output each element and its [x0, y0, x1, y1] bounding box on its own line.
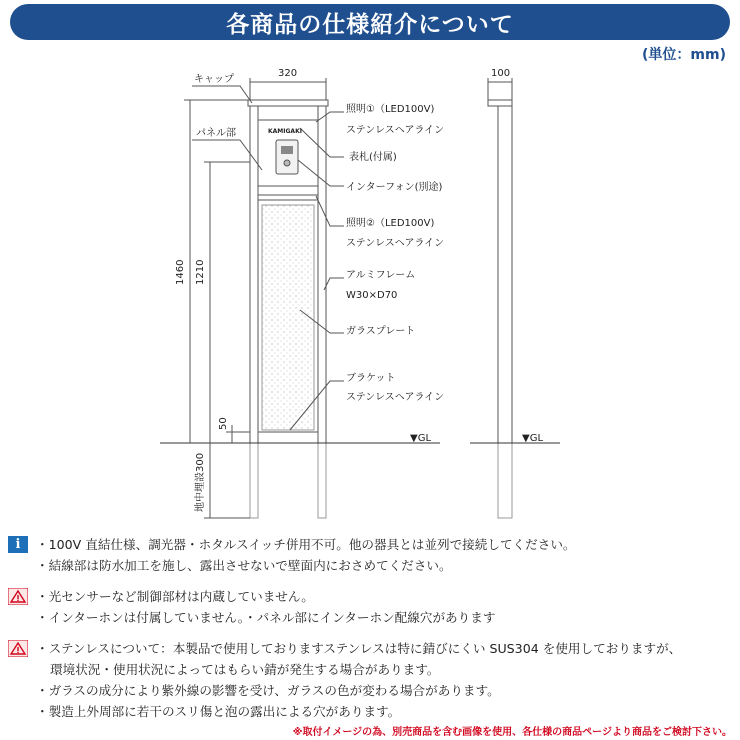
label-light2-a: 照明②（LED100V)	[346, 218, 435, 229]
label-light2-b: ステンレスヘアライン	[346, 238, 445, 249]
title-banner	[10, 4, 730, 40]
footnote: ※取付イメージの為、別売商品を含む画像を使用、各仕様の商品ページより商品をご検討下さい。	[292, 727, 732, 738]
dim-buried: 地中埋設300	[195, 452, 206, 512]
note-group-warning-2	[8, 638, 738, 722]
note-line: ・インターホンは付属していません。・パネル部にインターホン配線穴があります	[36, 610, 496, 625]
side-post	[498, 103, 512, 443]
note-line: ・ガラスの成分により紫外線の影響を受け、ガラスの色が変わる場合があります。	[36, 683, 500, 698]
page-title: 各商品の仕様紹介について	[226, 11, 514, 38]
note-line: ・製造上外周部に若干のスリ傷と泡の露出による穴があります。	[36, 704, 401, 719]
notes	[8, 534, 738, 732]
spec-drawing	[0, 60, 740, 530]
intercom	[276, 140, 298, 174]
label-panel: パネル部	[196, 128, 236, 139]
label-bracket-a: ブラケット	[346, 373, 396, 384]
note-line: ・結線部は防水加工を施し、露出させないで壁面内におさめてください。	[36, 558, 452, 573]
label-bracket-b: ステンレスヘアライン	[346, 392, 445, 403]
label-nameplate: 表札(付属)	[349, 152, 397, 163]
info-icon: i	[8, 536, 28, 553]
label-frame-a: アルミフレーム	[346, 270, 416, 281]
dim-base-height: 50	[218, 417, 229, 430]
label-frame-b: W30×D70	[346, 290, 398, 301]
unit-label: (単位：mm)	[642, 47, 726, 63]
glass-plate	[262, 205, 314, 430]
cap	[248, 100, 328, 106]
gl-right: ▼GL	[522, 433, 544, 444]
note-line: 環境状況・使用状況によってはもらい錆が発生する場合があります。	[50, 662, 440, 677]
label-cap: キャップ	[194, 74, 234, 85]
label-interphone: インターフォン(別途)	[346, 182, 443, 193]
note-group-warning-1	[8, 586, 738, 628]
label-glass: ガラスプレート	[346, 326, 416, 337]
warning-icon	[8, 640, 28, 657]
dim-depth: 100	[491, 68, 511, 79]
dim-panel-height: 1210	[195, 259, 206, 285]
warning-icon	[8, 588, 28, 605]
note-group-info	[8, 534, 738, 576]
gl-left: ▼GL	[410, 433, 432, 444]
note-line: ・光センサーなど制御部材は内蔵していません。	[36, 589, 314, 604]
note-line: ・ステンレスについて：本製品で使用しておりますステンレスは特に錆びにくい SUS304 を使用しておりますが、	[36, 641, 682, 656]
note-line: ・100V 直結仕様、調光器・ホタルスイッチ併用不可。他の器具とは並列で接続してください。	[36, 537, 576, 552]
label-light1-b: ステンレスヘアライン	[346, 125, 445, 136]
right-post	[318, 103, 326, 443]
dim-total-height: 1460	[175, 259, 186, 285]
nameplate-text: KAMIGAKI	[268, 128, 302, 135]
label-light1-a: 照明①（LED100V)	[346, 104, 435, 115]
dim-width: 320	[278, 68, 298, 79]
left-post	[250, 103, 258, 443]
